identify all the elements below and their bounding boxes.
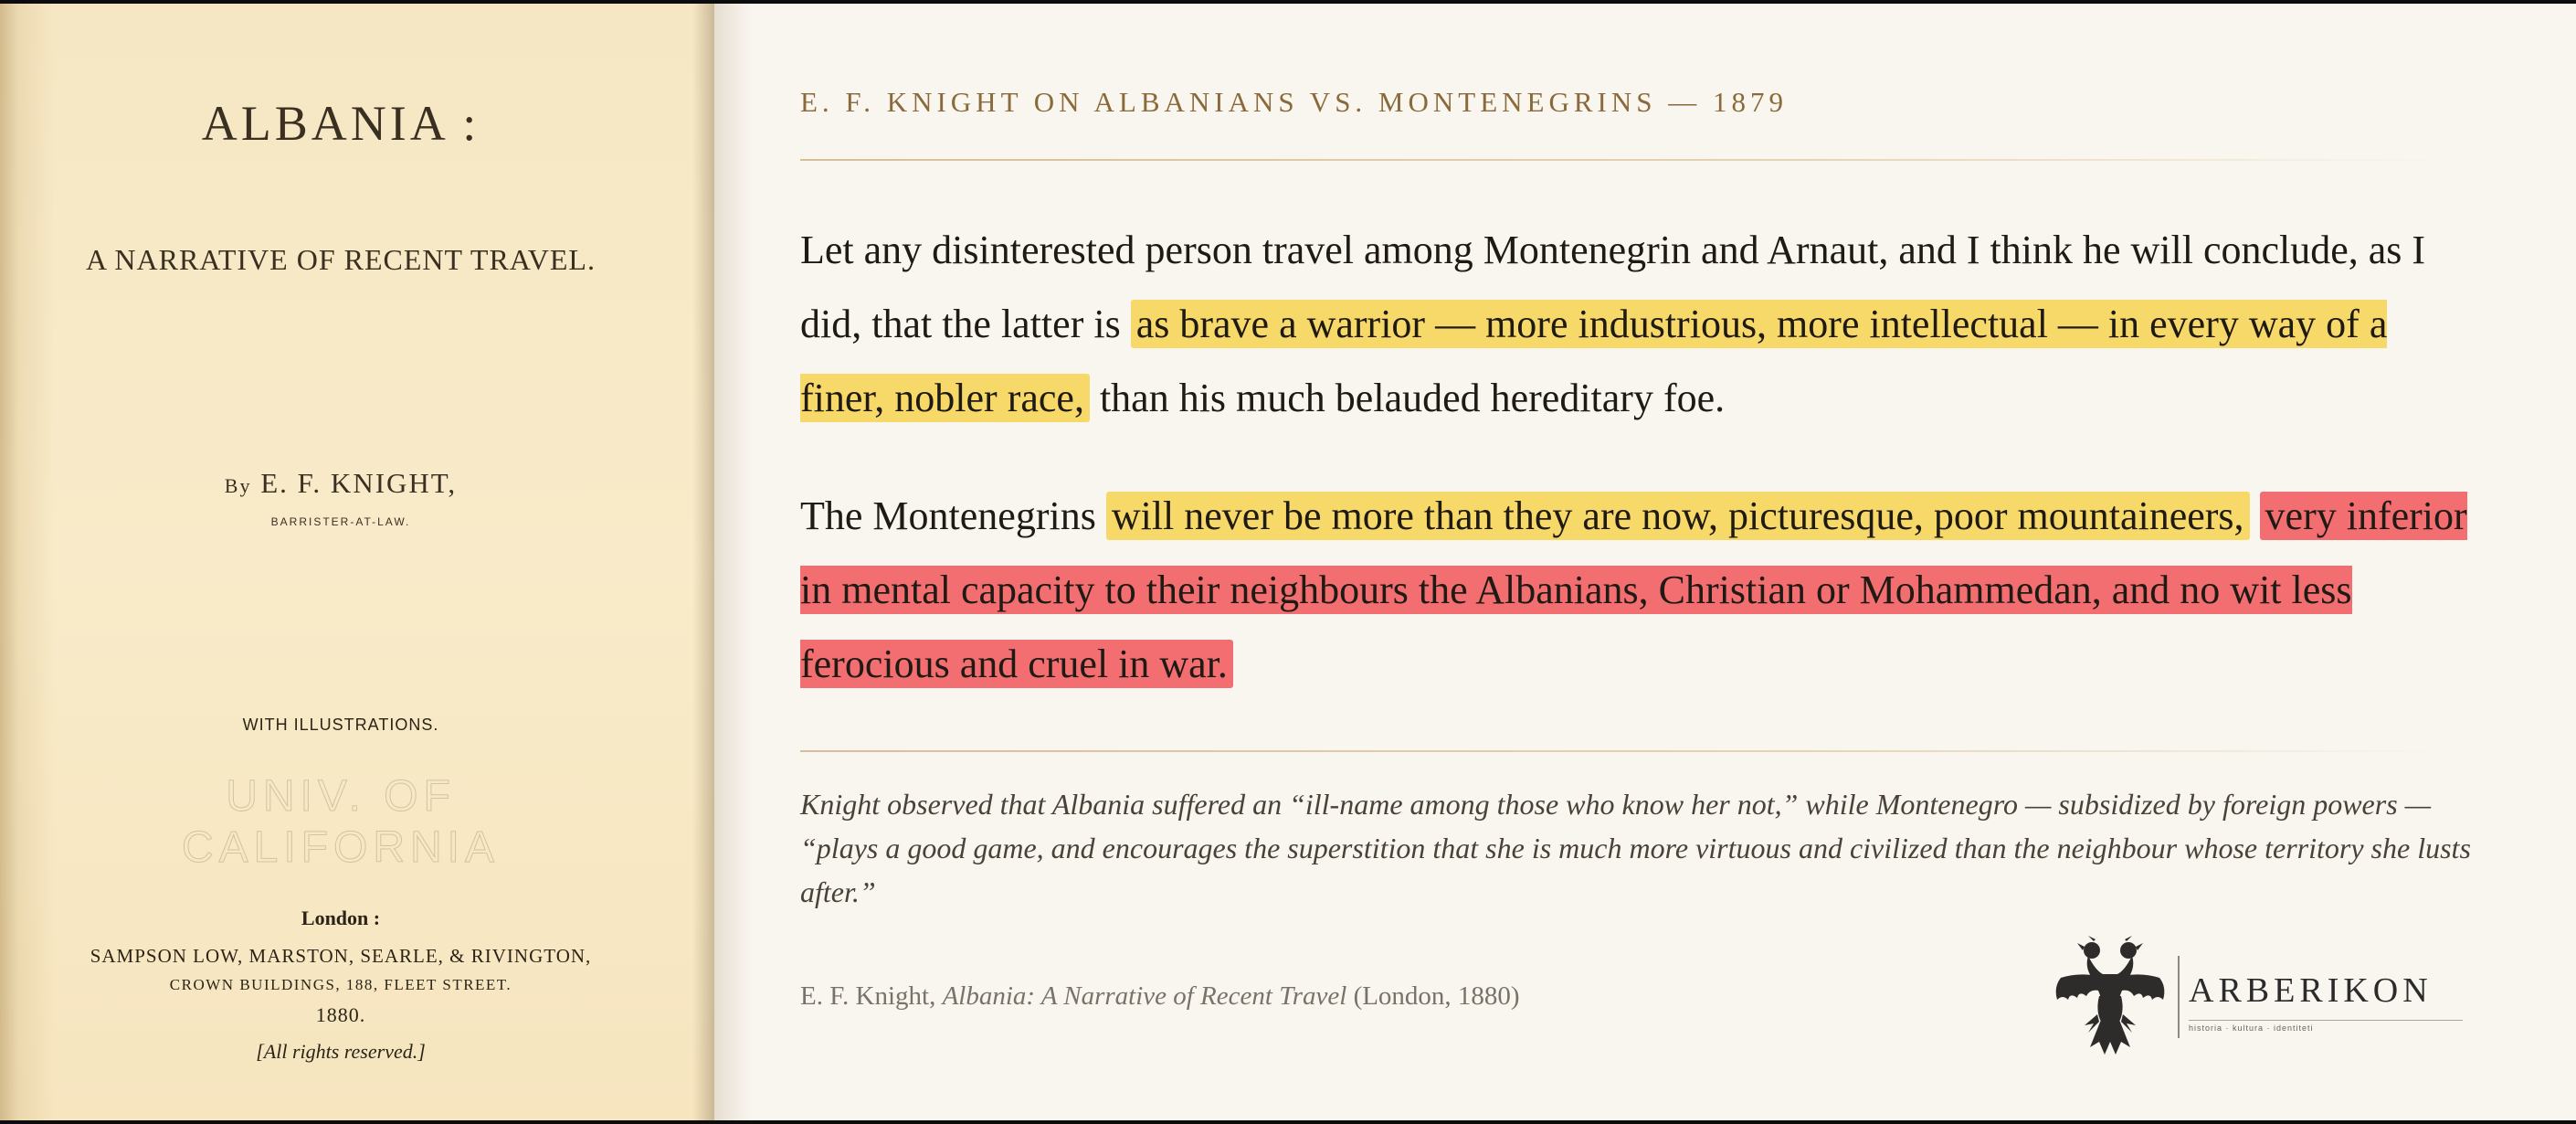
source-citation — [800, 981, 1520, 1012]
quote-paragraph-2 — [800, 479, 2472, 701]
bottom-divider — [800, 750, 2444, 752]
p2-highlight-red: very inferior in mental capacity to their neighbours the Albanians, Christian or Mohammedan, and no wit less ferocious and cruel in war. — [800, 493, 2467, 686]
panel-kicker: E. F. KNIGHT ON ALBANIANS VS. MONTENEGRINS — 1879 — [800, 86, 1788, 118]
book-illustrations-note: WITH ILLUSTRATIONS. — [242, 716, 439, 734]
library-stamp-line2: CALIFORNIA — [181, 823, 501, 872]
library-stamp — [0, 771, 681, 874]
arberikon-logo — [2052, 934, 2481, 1062]
quote-paragraph-1 — [800, 213, 2472, 435]
page-shadow — [692, 4, 714, 1120]
logo-underline — [2189, 1020, 2463, 1021]
book-rights: [All rights reserved.] — [256, 1040, 426, 1063]
book-title: ALBANIA : — [201, 96, 480, 151]
p1-text-before: Let any disinterested person travel among Montenegrin and Arnaut, and I think he will conclude, as I did, that the latter is — [800, 228, 2426, 346]
citation-work: Albania: A Narrative of Recent Travel — [942, 981, 1347, 1011]
quote-panel — [714, 4, 2576, 1120]
book-title-page — [0, 4, 714, 1120]
book-author: E. F. KNIGHT, — [260, 467, 458, 499]
book-address: CROWN BUILDINGS, 188, FLEET STREET. — [169, 976, 512, 993]
p1-highlight: as brave a warrior — more industrious, more intellectual — in every way of a finer, nobler race, — [800, 302, 2388, 420]
logo-tagline: historia · kultura · identiteti — [2189, 1023, 2314, 1033]
citation-details: (London, 1880) — [1353, 981, 1520, 1011]
logo-divider — [2178, 956, 2180, 1038]
book-year: 1880. — [315, 1003, 366, 1026]
book-subtitle: A NARRATIVE OF RECENT TRAVEL. — [86, 243, 596, 276]
p1-text-after: than his much belauded hereditary foe. — [1099, 376, 1726, 420]
book-author-line — [0, 467, 681, 500]
logo-wordmark: ARBERIKON — [2189, 971, 2433, 1010]
p2-highlight-yellow: will never be more than they are now, picturesque, poor mountaineers, — [1106, 492, 2250, 540]
citation-author: E. F. Knight, — [800, 981, 936, 1011]
library-stamp-line1: UNIV. OF — [226, 772, 456, 821]
p2-text-before: The Montenegrins — [800, 493, 1096, 538]
double-headed-eagle-icon — [2052, 934, 2170, 1062]
panel-edge-shadow — [714, 4, 751, 1120]
book-city: London : — [301, 907, 381, 929]
top-divider — [800, 159, 2444, 161]
book-author-role: BARRISTER-AT-LAW. — [270, 515, 411, 528]
book-by-prefix: By — [224, 474, 252, 497]
book-publisher: SAMPSON LOW, MARSTON, SEARLE, & RIVINGTON, — [90, 945, 592, 967]
context-note: Knight observed that Albania suffered an “ill-name among those who know her not,” while Montenegro — subsidized by foreign powers — “plays a good game, and encourages the superstition that she is much more virtuous and civilized than the neighbour whose territory she lusts after.” — [800, 788, 2471, 908]
